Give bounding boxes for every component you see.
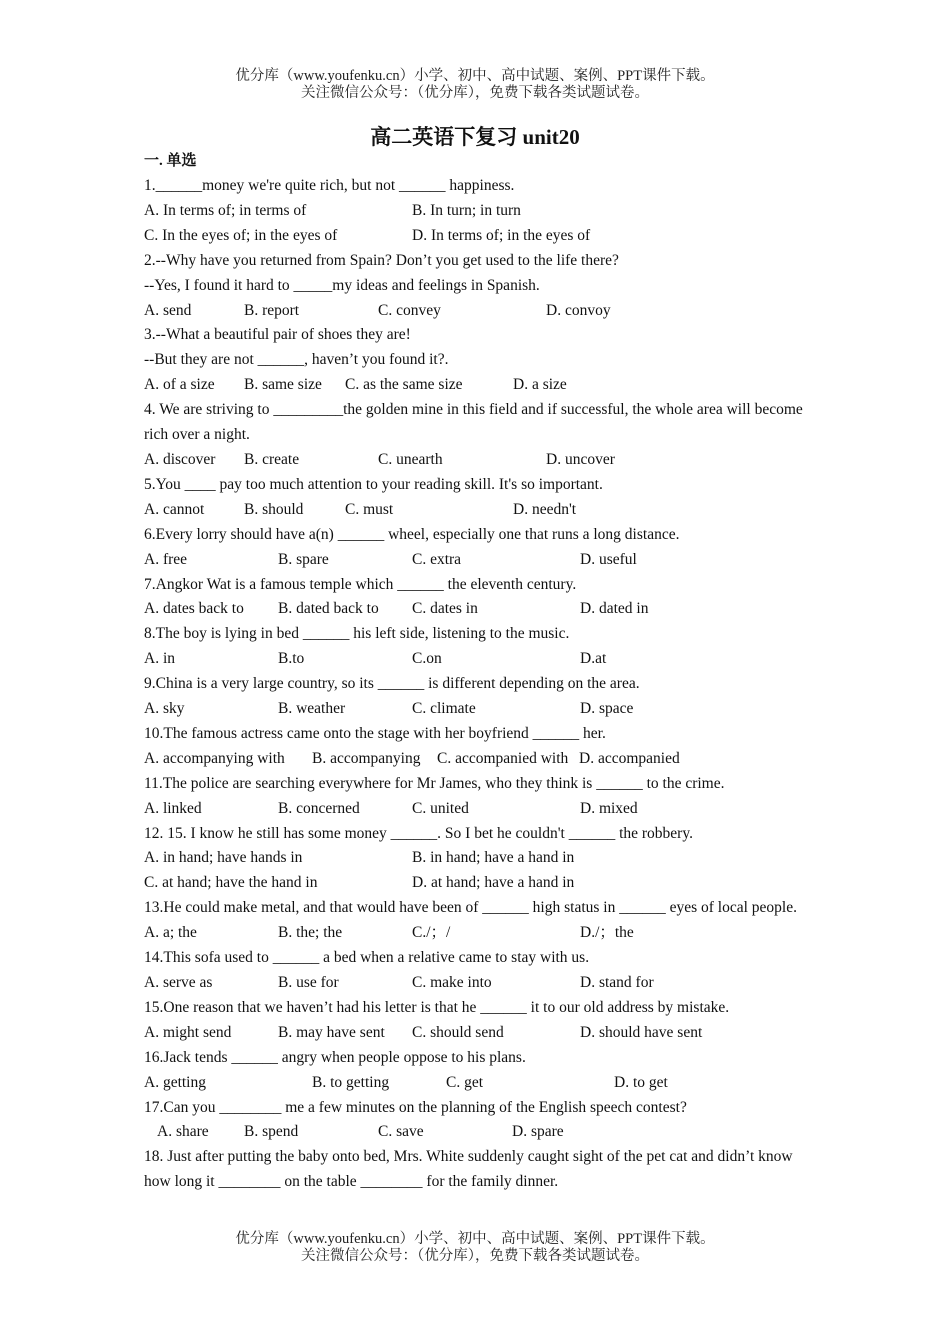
header-line-2: 关注微信公众号：（优分库），免费下载各类试题试卷。 [301,85,649,101]
option-b: B. report [244,301,300,319]
option-a: A. discover [144,450,216,468]
question-8-options [144,647,808,672]
question-12-stem: 12. 15. I know he still has some money ______. So I bet he couldn't ______ the robbery. [144,824,693,842]
option-b: B. In turn; in turn [412,201,521,219]
page-header [0,68,950,102]
option-c: C. extra [412,550,462,568]
option-a: A. of a size [144,376,215,394]
option-a: A. serve as [144,974,213,991]
option-b: B. spare [278,550,329,568]
option-d: D. accompanied [579,749,680,767]
option-b: B. create [244,450,300,468]
option-d: D. needn't [513,500,577,518]
option-a: A. free [144,550,188,568]
section-heading: 一. 单选 [144,153,197,169]
option-c: C. should send [412,1023,504,1041]
option-b: B. dated back to [278,600,379,618]
option-d: D./；the [580,924,634,942]
option-b: B. concerned [278,799,360,817]
option-a: A. accompanying with [144,749,285,767]
question-15-options [144,1021,808,1046]
question-5-options [144,498,808,523]
question-1-options-row-2 [144,224,808,249]
question-2-stem: 2.--Why have you returned from Spain? Don’t you get used to the life there? [144,251,619,269]
question-6-stem: 6.Every lorry should have a(n) ______ wheel, especially one that runs a long distance. [144,525,680,543]
question-14-stem: 14.This sofa used to ______ a bed when a relative came to stay with us. [144,949,590,967]
question-17-stem: 17.Can you ________ me a few minutes on the planning of the English speech contest? [144,1098,687,1116]
footer-line-1: 优分库（www.youfenku.cn）小学、初中、高中试题、案例、PPT课件下载。 [235,1231,715,1247]
question-16-stem: 16.Jack tends ______ angry when people oppose to his plans. [144,1048,526,1066]
option-c: C. convey [378,301,441,319]
question-2-options [144,299,808,324]
question-11-stem: 11.The police are searching everywhere for Mr James, who they think is ______ to the crime. [144,774,725,792]
question-7-options [144,597,808,622]
option-b: B. to getting [312,1073,390,1091]
question-3-stem: 3.--What a beautiful pair of shoes they are! [144,326,411,344]
option-b: B. accompanying [312,749,421,767]
question-3-options [144,373,808,398]
option-d: D. convoy [546,301,611,319]
option-a: A. linked [144,799,202,817]
option-b: B. may have sent [278,1023,385,1041]
question-16-options [144,1071,808,1096]
option-b: B. weather [278,700,346,718]
option-d: D. In terms of; in the eyes of [412,226,591,244]
footer-line-2: 关注微信公众号：（优分库），免费下载各类试题试卷。 [301,1248,649,1264]
option-d: D. stand for [580,974,654,991]
question-9-stem: 9.China is a very large country, so its ______ is different depending on the area. [144,675,640,693]
question-13-options [144,921,808,946]
option-a: A. dates back to [144,600,244,618]
option-c: C. united [412,799,469,817]
option-c: C. accompanied with [437,749,569,767]
option-c: C. make into [412,974,492,991]
option-c: C. In the eyes of; in the eyes of [144,226,338,244]
option-a: A. in hand; have hands in [144,849,303,867]
question-11-options [144,797,808,822]
option-d: D. mixed [580,799,638,817]
option-d: D. dated in [580,600,649,618]
option-c: C./；/ [412,924,451,942]
question-1-options-row-1 [144,199,808,224]
option-c: C. as the same size [345,376,463,394]
question-8-stem: 8.The boy is lying in bed ______ his left side, listening to the music. [144,625,570,643]
option-d: D. a size [513,376,567,394]
option-b: B. the; the [278,924,343,942]
question-4-stem: 4. We are striving to _________the golden mine in this field and if successful, the whole area will become rich over a night. [144,401,803,444]
option-b: B. same size [244,376,322,394]
option-c: C. at hand; have the hand in [144,874,318,892]
question-7-stem: 7.Angkor Wat is a famous temple which ______ the eleventh century. [144,575,577,593]
question-1-stem: 1.______money we're quite rich, but not ______ happiness. [144,177,515,194]
question-12-options-row-2 [144,871,808,896]
option-a: A. share [157,1123,209,1141]
question-10-options [144,747,808,772]
header-line-1: 优分库（www.youfenku.cn）小学、初中、高中试题、案例、PPT课件下载。 [235,68,715,84]
option-d: D. at hand; have a hand in [412,874,575,892]
option-a: A. cannot [144,500,205,518]
option-a: A. might send [144,1023,232,1041]
question-9-options [144,697,808,722]
question-13-stem: 13.He could make metal, and that would have been of ______ high status in ______ eyes of local people. [144,899,797,917]
option-c: C. dates in [412,600,478,618]
question-15-stem: 15.One reason that we haven’t had his letter is that he ______ it to our old address by mistake. [144,998,730,1016]
option-b: B. use for [278,974,339,991]
question-18-stem: 18. Just after putting the baby onto bed, Mrs. White suddenly caught sight of the pet cat and didn’t know how long it ________ on the table ________ for the family dinner. [144,1148,793,1191]
option-d: D. should have sent [580,1023,703,1041]
option-c: C. unearth [378,450,443,468]
page-footer [0,1231,950,1265]
option-c: C. must [345,500,394,518]
option-d: D.at [580,650,607,668]
option-a: A. send [144,301,192,319]
question-3-stem-2: --But they are not ______, haven’t you found it?. [144,351,449,369]
option-d: D. spare [512,1123,564,1141]
question-4-options [144,448,808,473]
option-a: A. getting [144,1073,206,1091]
option-b: B. spend [244,1123,299,1141]
option-c: C. climate [412,700,476,718]
question-2-stem-2: --Yes, I found it hard to _____my ideas and feelings in Spanish. [144,276,540,294]
option-b: B. in hand; have a hand in [412,849,575,867]
option-b: B. should [244,500,304,518]
option-a: A. a; the [144,924,197,942]
option-c: C.on [412,650,442,668]
option-d: D. uncover [546,450,615,468]
question-list [144,174,808,1195]
option-a: A. In terms of; in terms of [144,201,307,219]
question-12-options-row-1 [144,846,808,871]
question-5-stem: 5.You ____ pay too much attention to your reading skill. It's so important. [144,475,603,493]
option-a: A. in [144,650,175,668]
option-d: D. space [580,700,634,718]
page-title: 高二英语下复习 unit20 [370,125,580,149]
option-b: B.to [278,650,305,668]
option-a: A. sky [144,700,185,718]
question-17-options [144,1120,808,1145]
option-c: C. save [378,1123,424,1141]
option-c: C. get [446,1073,484,1091]
option-d: D. useful [580,550,637,568]
option-d: D. to get [614,1073,668,1091]
question-6-options [144,548,808,573]
question-10-stem: 10.The famous actress came onto the stage with her boyfriend ______ her. [144,724,606,742]
question-14-options [144,971,808,996]
